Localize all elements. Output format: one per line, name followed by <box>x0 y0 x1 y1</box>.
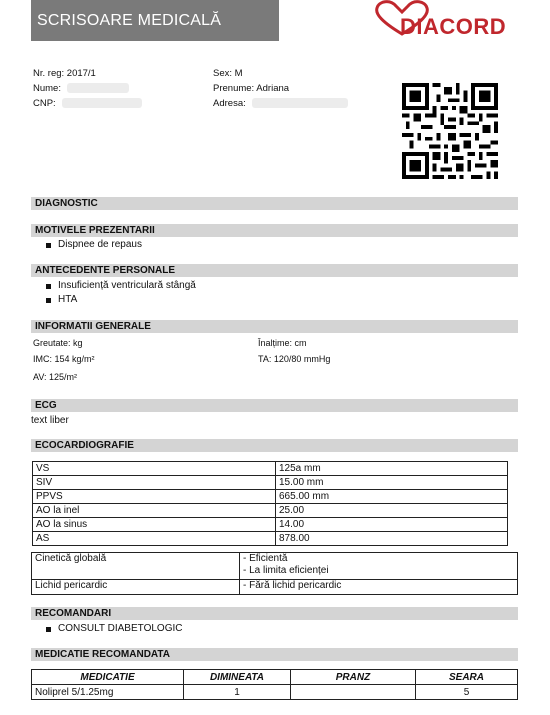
inaltime-field: Înalțime: cm <box>258 338 307 348</box>
section-recomandari: RECOMANDARI <box>31 607 518 620</box>
qr-code-icon <box>402 83 498 179</box>
column-header: PRANZ <box>291 670 416 685</box>
lichid-label: Lichid pericardic <box>32 580 240 595</box>
table-cell: SIV <box>33 476 276 490</box>
table-cell: 14.00 <box>276 518 508 532</box>
cnp-label: CNP: <box>33 98 56 109</box>
cnp-redacted <box>62 98 142 108</box>
column-header: SEARA <box>416 670 518 685</box>
table-cell: 15.00 mm <box>276 476 508 490</box>
eco-table <box>32 461 508 546</box>
list-item: Insuficiență ventriculară stângă <box>44 279 196 293</box>
nume-redacted <box>67 83 129 93</box>
section-motivele-prezentarii: MOTIVELE PREZENTARII <box>31 224 518 237</box>
adresa-field <box>213 98 348 110</box>
section-ecocardiografie: ECOCARDIOGRAFIE <box>31 439 518 452</box>
column-header: DIMINEATA <box>184 670 291 685</box>
section-informatii-generale: INFORMATII GENERALE <box>31 320 518 333</box>
cinetica-values <box>240 553 518 580</box>
table-row <box>32 685 518 700</box>
table-cell: 878.00 <box>276 532 508 546</box>
page-title: SCRISOARE MEDICALĂ <box>31 0 279 41</box>
table-cell <box>291 685 416 700</box>
section-ecg: ECG <box>31 399 518 412</box>
column-header: MEDICATIE <box>32 670 184 685</box>
diacord-logo <box>372 0 522 42</box>
nume-field <box>33 83 129 95</box>
logo-text: DIACORD <box>400 14 507 39</box>
recomandari-list <box>44 622 182 636</box>
table-cell: AO la inel <box>33 504 276 518</box>
imc-field: IMC: 154 kg/m² <box>33 354 95 364</box>
list-item: CONSULT DIABETOLOGIC <box>44 622 182 636</box>
table-row <box>33 504 508 518</box>
table-row <box>33 532 508 546</box>
nume-label: Nume: <box>33 83 61 94</box>
table-row <box>33 462 508 476</box>
lichid-value: - Fără lichid pericardic <box>240 580 518 595</box>
nr-reg: Nr. reg: 2017/1 <box>33 68 96 79</box>
section-diagnostic: DIAGNOSTIC <box>31 197 518 210</box>
antecedente-list <box>44 279 196 307</box>
table-cell: 665.00 mm <box>276 490 508 504</box>
cnp-field <box>33 98 142 110</box>
cinetica-line: - La limita eficienței <box>243 565 329 576</box>
table-cell: 25.00 <box>276 504 508 518</box>
table-cell: PPVS <box>33 490 276 504</box>
table-cell: 125a mm <box>276 462 508 476</box>
table-row <box>33 518 508 532</box>
section-antecedente-personale: ANTECEDENTE PERSONALE <box>31 264 518 277</box>
prenume-field: Prenume: Adriana <box>213 83 290 94</box>
table-cell: AS <box>33 532 276 546</box>
list-item: Dispnee de repaus <box>44 238 142 252</box>
adresa-label: Adresa: <box>213 98 246 109</box>
table-header-row <box>32 670 518 685</box>
greutate-field: Greutate: kg <box>33 338 83 348</box>
adresa-redacted <box>252 98 348 108</box>
table-cell: VS <box>33 462 276 476</box>
section-medicatie-recomandata: MEDICATIE RECOMANDATA <box>31 648 518 661</box>
ta-field: TA: 120/80 mmHg <box>258 354 331 364</box>
sex-field: Sex: M <box>213 68 243 79</box>
ecg-text: text liber <box>31 415 69 426</box>
table-row <box>32 580 518 595</box>
cinetica-label: Cinetică globală <box>32 553 240 580</box>
table-row <box>32 553 518 580</box>
table-cell: 5 <box>416 685 518 700</box>
table-row <box>33 476 508 490</box>
motivele-list <box>44 238 142 252</box>
list-item: HTA <box>44 293 196 307</box>
cinetica-line: - Eficientă <box>243 553 288 564</box>
table-cell: AO la sinus <box>33 518 276 532</box>
table-cell: Noliprel 5/1.25mg <box>32 685 184 700</box>
table-cell: 1 <box>184 685 291 700</box>
av-field: AV: 125/m² <box>33 372 78 382</box>
medicatie-table <box>31 669 518 700</box>
cinetica-table <box>31 552 518 595</box>
table-row <box>33 490 508 504</box>
